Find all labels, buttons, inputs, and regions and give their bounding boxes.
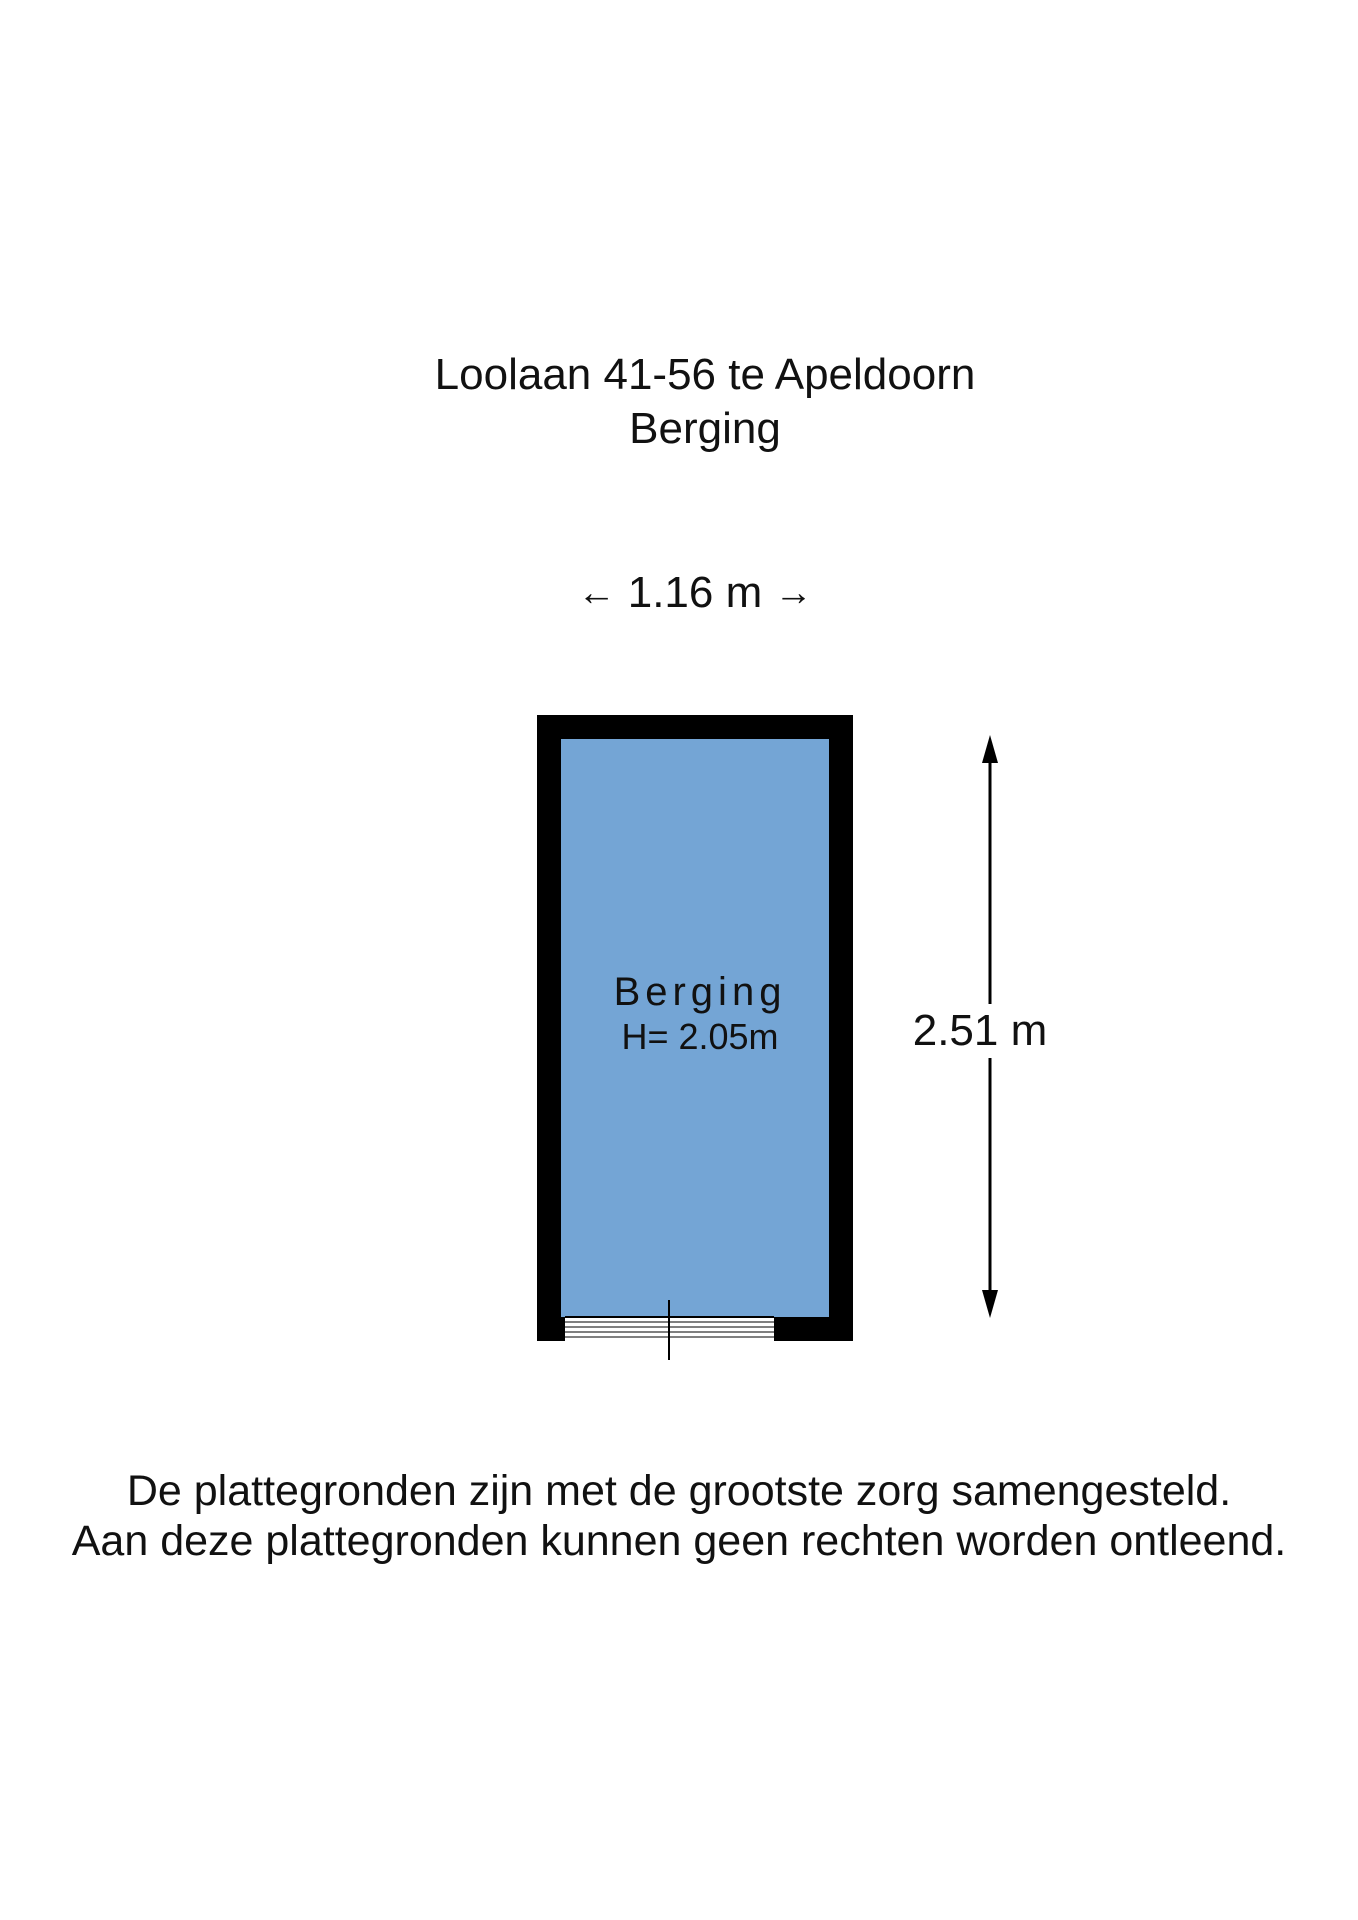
height-label: 2.51 m: [910, 1004, 1050, 1058]
floor-name: Berging: [629, 404, 781, 453]
disclaimer: [0, 1466, 1358, 1566]
disclaimer-line-2: Aan deze plattegronden kunnen geen rechten worden ontleend.: [71, 1517, 1287, 1565]
arrow-right-icon: →: [774, 572, 813, 614]
width-label: 1.16 m: [627, 568, 763, 617]
room-label: [560, 968, 840, 1058]
room-ceiling-height: H= 2.05m: [621, 1016, 779, 1057]
arrow-left-icon: ←: [577, 572, 616, 614]
room-name: Berging: [613, 970, 787, 1014]
arrow-up-icon: [982, 735, 998, 763]
address-title: Loolaan 41-56 te Apeldoorn: [434, 350, 976, 399]
arrow-down-icon: [982, 1290, 998, 1318]
disclaimer-line-1: De plattegronden zijn met de grootste zorg samengesteld.: [126, 1467, 1232, 1515]
